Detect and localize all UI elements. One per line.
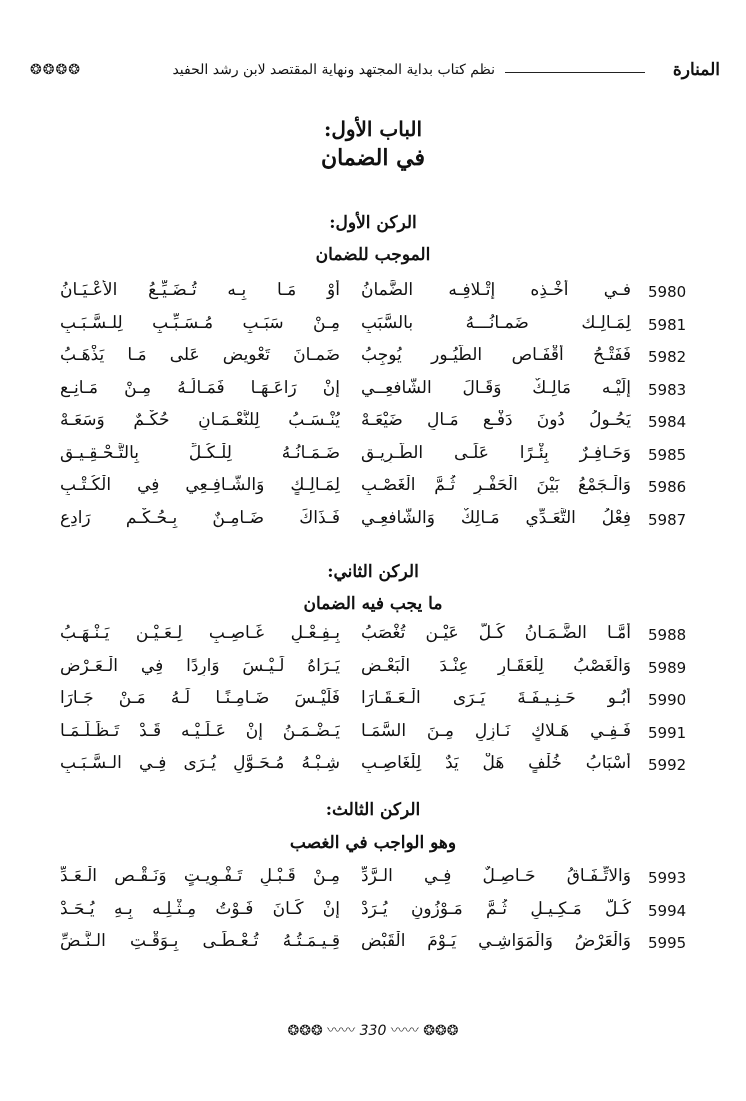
footer-ornament-left-icon: ❂❂❂ [287,1023,323,1039]
verse [0,345,746,378]
footer-divider: 〰〰 [390,1023,419,1039]
verse-number: 5991 [648,723,687,742]
verse [0,721,746,754]
verse [0,378,746,411]
verse-number: 5984 [648,413,687,431]
header-book-name: المنارة [672,60,720,80]
verse [0,410,746,443]
verse-second-hemistich: يُنْـسَـبُ لِلنُّعْـمَـانِ حُكْـمٌ وَسَعَـهْ [60,410,340,430]
verse-second-hemistich: بِـفِـعْـلِ غَـاصِـبٍ لِـعَـيْـنٍ يَـنْـهَـبُ [60,623,340,643]
verse-number: 5992 [648,756,687,774]
header-ornament-icon: ❂❂❂❂ [30,62,81,78]
chapter-title: الباب الأول: [323,117,423,141]
verse-number: 5989 [648,658,687,677]
footer-ornament-right-icon: ❂❂❂ [423,1023,459,1039]
verse-number: 5987 [648,510,687,529]
verse [0,656,746,689]
verse-first-hemistich: لِمَـالِـك ضَمـانُـــهُ بالسَّبَبِ [361,312,631,333]
verse-second-hemistich: مِـنْ قَـبْـلِ تَـفْـوِيـتٍ وَنَـقْـصِ الْـعَـدِّ [60,866,340,886]
verse-number: 5994 [648,901,687,920]
verse-number: 5983 [648,380,687,399]
page-number: 330 [359,1023,387,1039]
verse-second-hemistich: فَلَيْـسَ ضَـامِـنًـا لَـهُ مَـنْ جَـارَا [60,688,340,708]
section-title: وهو الواجب في الغصب [289,833,457,853]
verse-second-hemistich: أَوْ مَـا بِـه تُـضَـيِّـعُ الأَعْـيَـانُ [60,280,340,300]
verse-number: 5982 [648,348,687,366]
verse-first-hemistich: إِلَيْـه مَالِـكٌ وَقَـالَ الشَّافعِــي [361,377,631,398]
verse-number: 5993 [648,869,687,887]
verse-second-hemistich: إِنْ كَـانَ فَـوْتُ مِـثْـلِـه بِـهِ يُـحَـدْ [60,898,340,919]
verse-list [0,623,746,786]
header-title: نظم كتاب بداية المجتهد ونهاية المقتصد لابن رشد الحفيد [172,62,495,78]
verse [0,475,746,508]
section-title: الموجب للضمان [315,245,431,265]
verse-first-hemistich: وَالْغَصْبُ لِلْعَقَـارِ عِنْـدَ الْبَعْـضِ [361,655,631,676]
verse [0,688,746,721]
verse-first-hemistich: أَسْبَابُ خُلْفٍ هَلْ يَدٌ لِلْغَاصِـبِ [361,753,631,773]
section-pillar: الركن الثالث: [325,800,421,820]
verse [0,313,746,346]
verse-second-hemistich: لِمَـالِـكٍ وَالشَّـافِـعِي فِي الْكُـتْـبِ [60,475,340,495]
verse-first-hemistich: فـي أَخْـذِه إتْـلافِـه الضَّمانُ [361,280,631,300]
section-pillar: الركن الأول: [329,213,417,233]
section-pillar: الركن الثاني: [327,562,419,582]
verse [0,623,746,656]
verse-second-hemistich: فَـذَاكَ ضَـامِـنٌ بِـحُـكْـمٍ رَادِعِ [60,507,340,528]
verse-number: 5981 [648,315,687,334]
verse [0,753,746,786]
verse-first-hemistich: وَالْـجَمْعُ بَيْنَ الْحَفْـرِ ثُـمَّ الْغَصْـبِ [361,475,631,495]
running-header [30,58,720,88]
verse-second-hemistich: يَـرَاهُ لَـيْـسَ وَارِدًا فِي الْـعَـرْضِ [60,655,340,676]
verse-second-hemistich: ضَـمَـانُـهُ لِلْـكُـلِّ بِالتَّـحْـقِـيـقِ [60,442,340,463]
verse-number: 5986 [648,478,687,496]
verse [0,931,746,964]
verse [0,866,746,899]
verse-number: 5980 [648,283,687,301]
verse-list [0,280,746,540]
header-divider [505,72,645,73]
verse-first-hemistich: يَحُـولُ دُونَ دَفْـعِ مَـالِ ضَيْعَـهْ [361,410,631,430]
verse-second-hemistich: يَـضْـمَـنُ إنْ عَـلَـيْـه قَـدْ تَـظَـلَّـمَـا [60,720,340,741]
verse-number: 5985 [648,445,687,464]
verse-number: 5990 [648,691,687,709]
verse-first-hemistich: أَمَّـا الضَّـمَـانُ كُـلُّ عَيْـنٍ تُغْصَبُ [361,623,631,643]
verse-first-hemistich: وَالْعَرْضُ وَالْمَوَاشِـي يَـوْمَ الْقَبْضِ [361,931,631,951]
verse [0,443,746,476]
verse-number: 5995 [648,934,687,952]
verse-first-hemistich: فَفَتْـحُ أَقْفَـاص الطُّيُـور يُوجِبُ [361,345,631,365]
chapter-subtitle: في الضمان [321,145,425,171]
footer-divider: 〰〰 [327,1023,356,1039]
verse-first-hemistich: فَـفِـي هَـلاكٍ نَـازِلٍ مِـنَ السَّمَـا [361,720,631,741]
verse-second-hemistich: ضَمـانَ تَعْويض عَلى مَـا يَذْهَـبُ [60,345,340,365]
verse-number: 5988 [648,626,687,644]
verse-first-hemistich: فِعْلُ التَّعَـدِّي مَـالِكٌ وَالشَّافعِـي [361,507,631,528]
verse-first-hemistich: أَبُـو حَـنِـيـفَـةَ يَـرَى الْـعَـقَـارَا [361,688,631,708]
verse-second-hemistich: قِـيـمَـتُـهُ تُـعْـطَـى بِـوَقْـتِ الـنَّـضِّ [60,931,340,951]
verse-second-hemistich: مِـنْ سَبَـبٍ مُـسَـبِّـبٍ لِلـسَّـبَـبِ [60,312,340,333]
verse [0,899,746,932]
verse-first-hemistich: وَالاتِّـفَـاقُ حَـاصِـلٌ فِـي الـرَّدِّ [361,866,631,886]
verse-list [0,866,746,964]
verse-first-hemistich: وَحَـافِـرٌ بِئْـرًا عَلَـى الطَّـرِيـقِ [361,442,631,463]
verse [0,280,746,313]
verse-second-hemistich: إنْ رَاعَـهَـا فَمَـالُـهُ مِـنْ مَـانِـعِ [60,377,340,398]
section-title: ما يجب فيه الضمان [303,594,443,614]
verse-second-hemistich: شِـبْـهُ مُـحَـوَّلٍ يُـرَى فِـي الـسَّـبَـبِ [60,753,340,773]
page-footer [0,1020,746,1040]
verse-first-hemistich: كُـلُّ مَـكِـيـلٍ ثُـمَّ مَـوْزُونٍ يُـرَدْ [361,898,631,919]
verse [0,508,746,541]
